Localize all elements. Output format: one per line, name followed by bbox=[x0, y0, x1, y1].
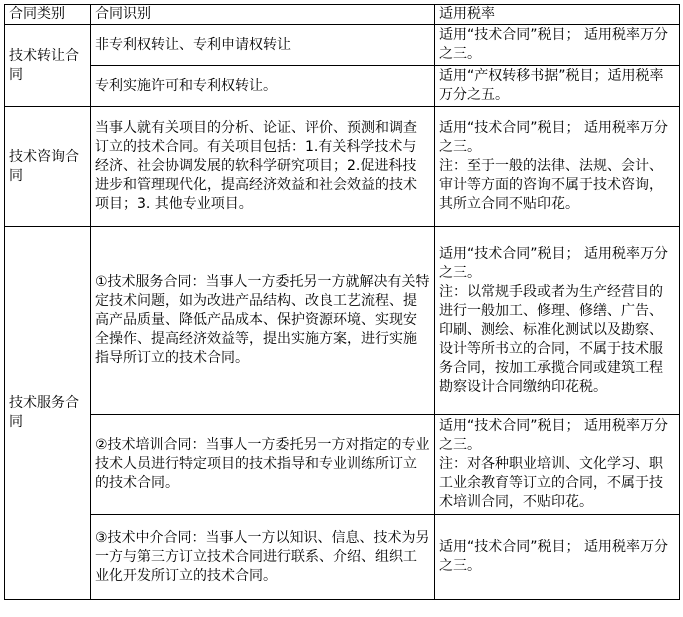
identification-cell: ②技术培训合同：当事人一方委托另一方对指定的专业技术人员进行特定项目的技术指导和专业训练所订立的技术合同。 bbox=[91, 415, 435, 515]
table-row-service bbox=[5, 227, 680, 415]
rate-text: 适用“技术合同”税目； 适用税率万分之三。 bbox=[439, 120, 668, 155]
rate-cell bbox=[435, 107, 680, 227]
identification-cell: 专利实施许可和专利权转让。 bbox=[91, 66, 435, 107]
category-technology-service: 技术服务合同 bbox=[5, 227, 91, 600]
category-technology-consulting: 技术咨询合同 bbox=[5, 107, 91, 227]
rate-cell: 适用“技术合同”税目； 适用税率万分之三。 bbox=[435, 25, 680, 66]
table-row-consulting bbox=[5, 107, 680, 227]
identification-cell: ③技术中介合同：当事人一方以知识、信息、技术为另一方与第三方订立技术合同进行联系、介绍、组织工业化开发所订立的技术合同。 bbox=[91, 515, 435, 600]
identification-cell: ①技术服务合同：当事人一方委托另一方就解决有关特定技术问题，如为改进产品结构、改良工艺流程、提高产品质量、降低产品成本、保护资源环境、实现安全操作、提高经济效益等，提出实施方案，进行实施指导所订立的技术合同。 bbox=[91, 227, 435, 415]
rate-note: 注：以常规手段或者为生产经营目的进行一般加工、修理、修缮、广告、印刷、测绘、标准化测试以及勘察、设计等所书立的合同，不属于技术服务合同，按加工承揽合同或建筑工程勘察设计合同缴纳印花税。 bbox=[439, 283, 663, 395]
table-row-transfer-nonpatent bbox=[5, 25, 680, 66]
rate-cell bbox=[435, 227, 680, 415]
category-technology-transfer: 技术转让合同 bbox=[5, 25, 91, 107]
header-row bbox=[5, 5, 680, 25]
rate-text: 适用“技术合同”税目； 适用税率万分之三。 bbox=[439, 245, 668, 281]
header-identification: 合同识别 bbox=[91, 5, 435, 25]
identification-cell: 当事人就有关项目的分析、论证、评价、预测和调查订立的技术合同。有关项目包括：1.有关科学技术与经济、社会协调发展的软科学研究项目；2.促进科技进步和管理现代化，提高经济效益和社会效益的技术项目；3. 其他专业项目。 bbox=[91, 107, 435, 227]
table-row-intermediary bbox=[5, 515, 680, 600]
table-row-training bbox=[5, 415, 680, 515]
header-category: 合同类别 bbox=[5, 5, 91, 25]
identification-cell: 非专利权转让、专利申请权转让 bbox=[91, 25, 435, 66]
contract-tax-table bbox=[4, 4, 680, 600]
rate-note: 注：至于一般的法律、法规、会计、审计等方面的咨询不属于技术咨询，其所立合同不贴印花。 bbox=[439, 158, 663, 212]
table-row-transfer-patent bbox=[5, 66, 680, 107]
rate-note: 注：对各种职业培训、文化学习、职工业余教育等订立的合同，不属于技术培训合同，不贴印花。 bbox=[439, 456, 663, 510]
rate-cell: 适用“技术合同”税目； 适用税率万分之三。 bbox=[435, 515, 680, 600]
rate-text: 适用“技术合同”税目； 适用税率万分之三。 bbox=[439, 418, 668, 453]
header-rate: 适用税率 bbox=[435, 5, 680, 25]
rate-cell bbox=[435, 415, 680, 515]
rate-cell: 适用“产权转移书据”税目；适用税率万分之五。 bbox=[435, 66, 680, 107]
